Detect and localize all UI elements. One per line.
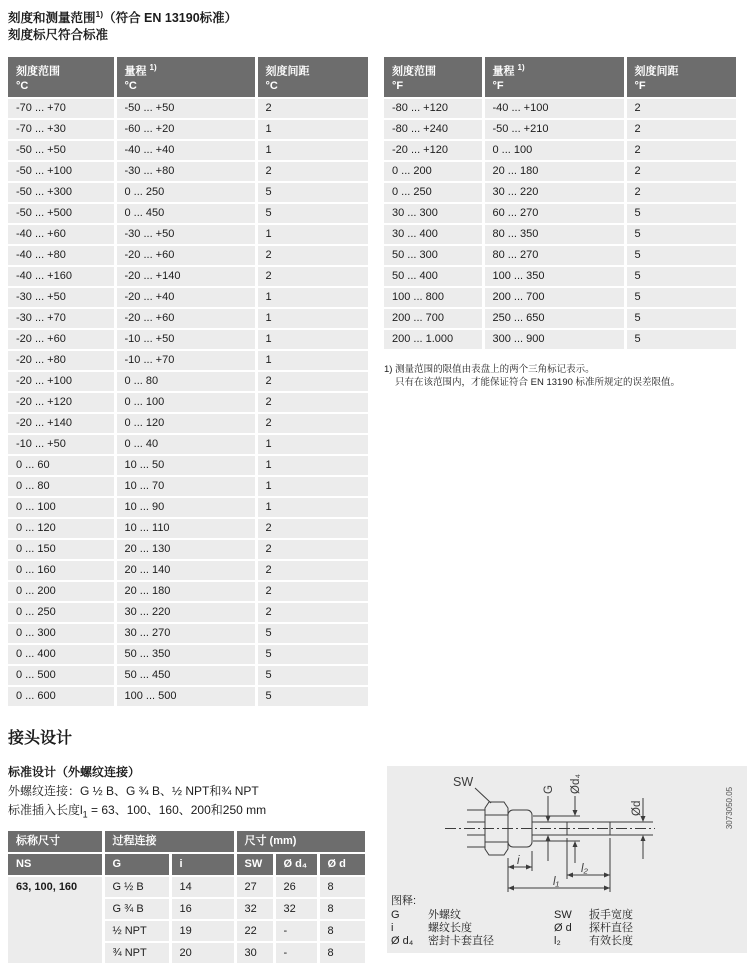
legend-term: i xyxy=(391,922,394,934)
table-cell: 2 xyxy=(256,161,368,182)
column-header-d: Ø d xyxy=(318,853,365,876)
table-cell: -10 ... +50 xyxy=(8,434,115,455)
table-cell: 50 ... 350 xyxy=(115,644,256,665)
table-cell: 5 xyxy=(256,203,368,224)
table-cell: 0 ... 250 xyxy=(384,182,483,203)
table-cell: 200 ... 700 xyxy=(483,287,625,308)
table-cell: -20 ... +120 xyxy=(384,140,483,161)
table-cell: 8 xyxy=(318,920,365,942)
table-cell: -50 ... +500 xyxy=(8,203,115,224)
legend-term: l₂ xyxy=(554,935,561,947)
table-cell: -80 ... +120 xyxy=(384,98,483,119)
table-cell: 200 ... 1.000 xyxy=(384,329,483,350)
table-cell: 80 ... 350 xyxy=(483,224,625,245)
legend-term: Ø d xyxy=(554,922,572,934)
table-cell: 1 xyxy=(256,329,368,350)
column-header-graduation-c: 刻度间距 °C xyxy=(256,57,368,98)
table-row xyxy=(8,876,365,898)
table-cell: 2 xyxy=(625,98,736,119)
table-cell: -20 ... +100 xyxy=(8,371,115,392)
legend-desc: 探杆直径 xyxy=(589,922,633,934)
table-row xyxy=(8,98,368,119)
table-cell: 5 xyxy=(625,224,736,245)
table-row xyxy=(8,434,368,455)
legend-desc: 有效长度 xyxy=(589,935,633,947)
label-l2: l₂ xyxy=(581,863,588,875)
table-cell: 26 xyxy=(274,876,318,898)
label-i: i xyxy=(517,855,520,867)
table-row xyxy=(8,665,368,686)
table-cell: 0 ... 120 xyxy=(8,518,115,539)
table-cell: 100 ... 500 xyxy=(115,686,256,707)
table-cell: -10 ... +50 xyxy=(115,329,256,350)
table-cell: 50 ... 450 xyxy=(115,665,256,686)
table-cell: -40 ... +100 xyxy=(483,98,625,119)
group-header-nominal-size: 标称尺寸 xyxy=(8,831,103,853)
table-cell: G ¾ B xyxy=(103,898,170,920)
table-cell: 80 ... 270 xyxy=(483,245,625,266)
table-cell: -60 ... +20 xyxy=(115,119,256,140)
table-cell: 0 ... 120 xyxy=(115,413,256,434)
table-cell: 0 ... 100 xyxy=(483,140,625,161)
table-cell: -30 ... +50 xyxy=(115,224,256,245)
table-cell: - xyxy=(274,942,318,964)
table-row xyxy=(8,581,368,602)
table-cell: 100 ... 800 xyxy=(384,287,483,308)
column-header-sw: SW xyxy=(235,853,274,876)
table-cell: 5 xyxy=(256,665,368,686)
table-cell: 16 xyxy=(170,898,235,920)
table-row xyxy=(8,350,368,371)
table-row xyxy=(8,224,368,245)
table-cell: 27 xyxy=(235,876,274,898)
table-cell: 30 xyxy=(235,942,274,964)
table-cell: -10 ... +70 xyxy=(115,350,256,371)
table-cell: 5 xyxy=(256,644,368,665)
footnote-line1: 1) 测量范围的限值由表盘上的两个三角标记表示。 xyxy=(384,364,595,375)
table-cell: 8 xyxy=(318,876,365,898)
table-row xyxy=(8,287,368,308)
legend-desc: 外螺纹 xyxy=(428,909,461,921)
table-cell: -20 ... +60 xyxy=(115,308,256,329)
table-row xyxy=(8,329,368,350)
table-cell: - xyxy=(274,920,318,942)
table-cell: 10 ... 90 xyxy=(115,497,256,518)
table-cell: -50 ... +300 xyxy=(8,182,115,203)
table-cell: 30 ... 220 xyxy=(483,182,625,203)
table-cell: 2 xyxy=(256,371,368,392)
table-row xyxy=(8,413,368,434)
table-cell: 0 ... 250 xyxy=(115,182,256,203)
table-cell: 30 ... 220 xyxy=(115,602,256,623)
table-cell: 32 xyxy=(274,898,318,920)
table-cell: 5 xyxy=(625,266,736,287)
table-cell: 1 xyxy=(256,476,368,497)
table-cell: 30 ... 270 xyxy=(115,623,256,644)
table-row xyxy=(8,245,368,266)
legend-title: 图释: xyxy=(391,895,417,907)
table-cell: 20 ... 140 xyxy=(115,560,256,581)
table-row xyxy=(384,266,736,287)
table-cell: 1 xyxy=(256,455,368,476)
table-cell: -40 ... +60 xyxy=(8,224,115,245)
table-row xyxy=(8,686,368,707)
drawing-legend xyxy=(391,895,633,948)
table-cell: 20 xyxy=(170,942,235,964)
column-header-graduation-f: 刻度间距 °F xyxy=(625,57,736,98)
table-cell: 1 xyxy=(256,119,368,140)
table-cell: G ½ B xyxy=(103,876,170,898)
table-cell: 200 ... 700 xyxy=(384,308,483,329)
table-cell: 0 ... 100 xyxy=(115,392,256,413)
table-row xyxy=(384,224,736,245)
table-cell: 5 xyxy=(256,623,368,644)
connection-insertion-lengths: 标准插入长度$l_1 = 63$、100、160、200和250 mm xyxy=(8,803,267,820)
table-cell: 5 xyxy=(625,203,736,224)
table-cell: 0 ... 200 xyxy=(8,581,115,602)
column-header-i: i xyxy=(170,853,235,876)
table-cell: 14 xyxy=(170,876,235,898)
table-header-row xyxy=(384,57,736,98)
table-cell: 22 xyxy=(235,920,274,942)
table-row xyxy=(384,203,736,224)
footnote xyxy=(384,363,680,389)
label-sw: SW xyxy=(453,775,474,789)
table-cell: 2 xyxy=(256,602,368,623)
table-cell: 50 ... 300 xyxy=(384,245,483,266)
table-cell: -70 ... +70 xyxy=(8,98,115,119)
label-l1: l₁ xyxy=(553,876,560,888)
table-cell: 0 ... 60 xyxy=(8,455,115,476)
table-cell: 5 xyxy=(625,287,736,308)
table-cell: 1 xyxy=(256,287,368,308)
table-cell: 0 ... 100 xyxy=(8,497,115,518)
table-cell: 30 ... 300 xyxy=(384,203,483,224)
table-cell: 1 xyxy=(256,350,368,371)
table-cell: -70 ... +30 xyxy=(8,119,115,140)
table-cell: -20 ... +60 xyxy=(8,329,115,350)
table-cell: 2 xyxy=(625,182,736,203)
scale-table-celsius xyxy=(8,57,368,708)
table-cell: 30 ... 400 xyxy=(384,224,483,245)
table-cell: 1 xyxy=(256,308,368,329)
table-cell: 0 ... 300 xyxy=(8,623,115,644)
table-row xyxy=(384,182,736,203)
table-row xyxy=(384,245,736,266)
table-cell: 0 ... 500 xyxy=(8,665,115,686)
table-cell: -30 ... +70 xyxy=(8,308,115,329)
table-row xyxy=(8,140,368,161)
table-cell: ¾ NPT xyxy=(103,942,170,964)
table-cell: 300 ... 900 xyxy=(483,329,625,350)
scale-table-fahrenheit xyxy=(384,57,736,351)
table-cell: -50 ... +210 xyxy=(483,119,625,140)
table-row xyxy=(8,392,368,413)
document-number: 3073050.05 xyxy=(725,786,734,830)
table-cell: 5 xyxy=(625,245,736,266)
column-header-span-f: 量程 $^{1)}$ °F xyxy=(483,57,625,98)
table-cell: 2 xyxy=(256,245,368,266)
table-row xyxy=(384,161,736,182)
table-cell: 50 ... 400 xyxy=(384,266,483,287)
table-cell: 0 ... 250 xyxy=(8,602,115,623)
table-cell: 5 xyxy=(256,686,368,707)
table-cell: 2 xyxy=(256,581,368,602)
table-cell: 2 xyxy=(256,539,368,560)
table-cell: -50 ... +100 xyxy=(8,161,115,182)
table-cell: 1 xyxy=(256,140,368,161)
table-row xyxy=(8,455,368,476)
table-cell: -20 ... +120 xyxy=(8,392,115,413)
table-cell: 0 ... 600 xyxy=(8,686,115,707)
table-cell: 2 xyxy=(625,161,736,182)
label-d4: Ød₄ xyxy=(570,773,582,794)
table-cell: 5 xyxy=(625,329,736,350)
table-header-row xyxy=(8,57,368,98)
table-cell: 20 ... 180 xyxy=(115,581,256,602)
legend-desc: 螺纹长度 xyxy=(428,922,472,934)
table-row xyxy=(8,497,368,518)
table-cell: -40 ... +40 xyxy=(115,140,256,161)
table-row xyxy=(8,266,368,287)
table-cell: 0 ... 80 xyxy=(115,371,256,392)
table-cell: 2 xyxy=(625,119,736,140)
scale-table-fahrenheit-body xyxy=(384,98,736,350)
table-row xyxy=(8,371,368,392)
table-cell: -30 ... +50 xyxy=(8,287,115,308)
table-cell: 2 xyxy=(256,518,368,539)
table-cell: 10 ... 50 xyxy=(115,455,256,476)
table-cell: ½ NPT xyxy=(103,920,170,942)
table-cell: -50 ... +50 xyxy=(115,98,256,119)
table-cell: 10 ... 110 xyxy=(115,518,256,539)
table-row xyxy=(384,287,736,308)
table-cell: 32 xyxy=(235,898,274,920)
table-cell: -30 ... +80 xyxy=(115,161,256,182)
table-cell: -20 ... +60 xyxy=(115,245,256,266)
table-cell: -20 ... +80 xyxy=(8,350,115,371)
title-text: 刻度和测量范围 xyxy=(8,11,96,26)
table-header-row xyxy=(8,853,365,876)
label-d: Ød xyxy=(631,800,643,816)
table-cell: 2 xyxy=(256,560,368,581)
connection-table xyxy=(8,831,365,965)
table-row xyxy=(8,203,368,224)
cell-nominal-sizes: 63, 100, 160 xyxy=(8,876,103,964)
table-cell: 0 ... 40 xyxy=(115,434,256,455)
table-row xyxy=(8,560,368,581)
column-header-ns: NS xyxy=(8,853,103,876)
scale-table-celsius-body xyxy=(8,98,368,707)
table-cell: -20 ... +140 xyxy=(8,413,115,434)
column-header-scale-range-c: 刻度范围 °C xyxy=(8,57,115,98)
table-row xyxy=(8,476,368,497)
legend-term: G xyxy=(391,909,400,921)
table-cell: 250 ... 650 xyxy=(483,308,625,329)
connection-subheading: 标准设计（外螺纹连接） xyxy=(8,765,141,779)
table-cell: -50 ... +50 xyxy=(8,140,115,161)
table-cell: 0 ... 400 xyxy=(8,644,115,665)
table-cell: 20 ... 130 xyxy=(115,539,256,560)
table-cell: 1 xyxy=(256,224,368,245)
legend-term: SW xyxy=(554,909,572,921)
table-group-header-row xyxy=(8,831,365,853)
table-cell: 0 ... 160 xyxy=(8,560,115,581)
table-row xyxy=(8,602,368,623)
table-row xyxy=(384,140,736,161)
column-header-scale-range-f: 刻度范围 °F xyxy=(384,57,483,98)
column-header-d4: Ø d₄ xyxy=(274,853,318,876)
table-cell: 10 ... 70 xyxy=(115,476,256,497)
table-cell: 2 xyxy=(256,392,368,413)
table-cell: 1 xyxy=(256,434,368,455)
table-cell: 0 ... 80 xyxy=(8,476,115,497)
table-cell: 8 xyxy=(318,898,365,920)
table-cell: 0 ... 150 xyxy=(8,539,115,560)
table-cell: 2 xyxy=(256,98,368,119)
table-cell: 0 ... 450 xyxy=(115,203,256,224)
section-heading-connection-design: 接头设计 xyxy=(8,730,73,747)
table-cell: 60 ... 270 xyxy=(483,203,625,224)
legend-desc: 密封卡套直径 xyxy=(428,935,494,947)
table-row xyxy=(8,119,368,140)
table-cell: 100 ... 350 xyxy=(483,266,625,287)
page-title xyxy=(8,6,237,26)
table-row xyxy=(8,623,368,644)
group-header-process-connection: 过程连接 xyxy=(103,831,235,853)
page-subtitle: 刻度标尺符合标准 xyxy=(8,28,109,42)
table-row xyxy=(384,98,736,119)
table-cell: -80 ... +240 xyxy=(384,119,483,140)
table-row xyxy=(8,182,368,203)
technical-drawing-panel xyxy=(387,766,747,953)
group-header-dimensions: 尺寸 (mm) xyxy=(235,831,365,853)
table-cell: 5 xyxy=(625,308,736,329)
table-cell: -40 ... +160 xyxy=(8,266,115,287)
table-cell: 2 xyxy=(256,413,368,434)
table-cell: -20 ... +40 xyxy=(115,287,256,308)
table-row xyxy=(8,518,368,539)
table-cell: 20 ... 180 xyxy=(483,161,625,182)
column-header-span-c: 量程 $^{1)}$ °C xyxy=(115,57,256,98)
title-footnote-marker: 1) xyxy=(95,9,104,19)
label-g: G xyxy=(543,785,555,794)
table-cell: 19 xyxy=(170,920,235,942)
connection-thread-types: 外螺纹连接：G ½ B、G ¾ B、½ NPT和¾ NPT xyxy=(8,784,259,798)
table-row xyxy=(8,644,368,665)
footnote-line2: 只有在该范围内，才能保证符合 EN 13190 标准所规定的误差限值。 xyxy=(395,377,681,388)
table-row xyxy=(8,308,368,329)
table-cell: 8 xyxy=(318,942,365,964)
table-cell: 2 xyxy=(625,140,736,161)
legend-desc: 扳手宽度 xyxy=(589,909,633,921)
table-row xyxy=(8,539,368,560)
table-cell: 2 xyxy=(256,266,368,287)
table-cell: 5 xyxy=(256,182,368,203)
table-row xyxy=(384,119,736,140)
table-row xyxy=(384,308,736,329)
title-standard-ref: （符合 EN 13190标准） xyxy=(103,11,238,26)
table-cell: 0 ... 200 xyxy=(384,161,483,182)
table-row xyxy=(8,161,368,182)
table-cell: 1 xyxy=(256,497,368,518)
table-cell: -40 ... +80 xyxy=(8,245,115,266)
column-header-g: G xyxy=(103,853,170,876)
legend-term: Ø d₄ xyxy=(391,935,414,947)
table-cell: -20 ... +140 xyxy=(115,266,256,287)
table-row xyxy=(384,329,736,350)
